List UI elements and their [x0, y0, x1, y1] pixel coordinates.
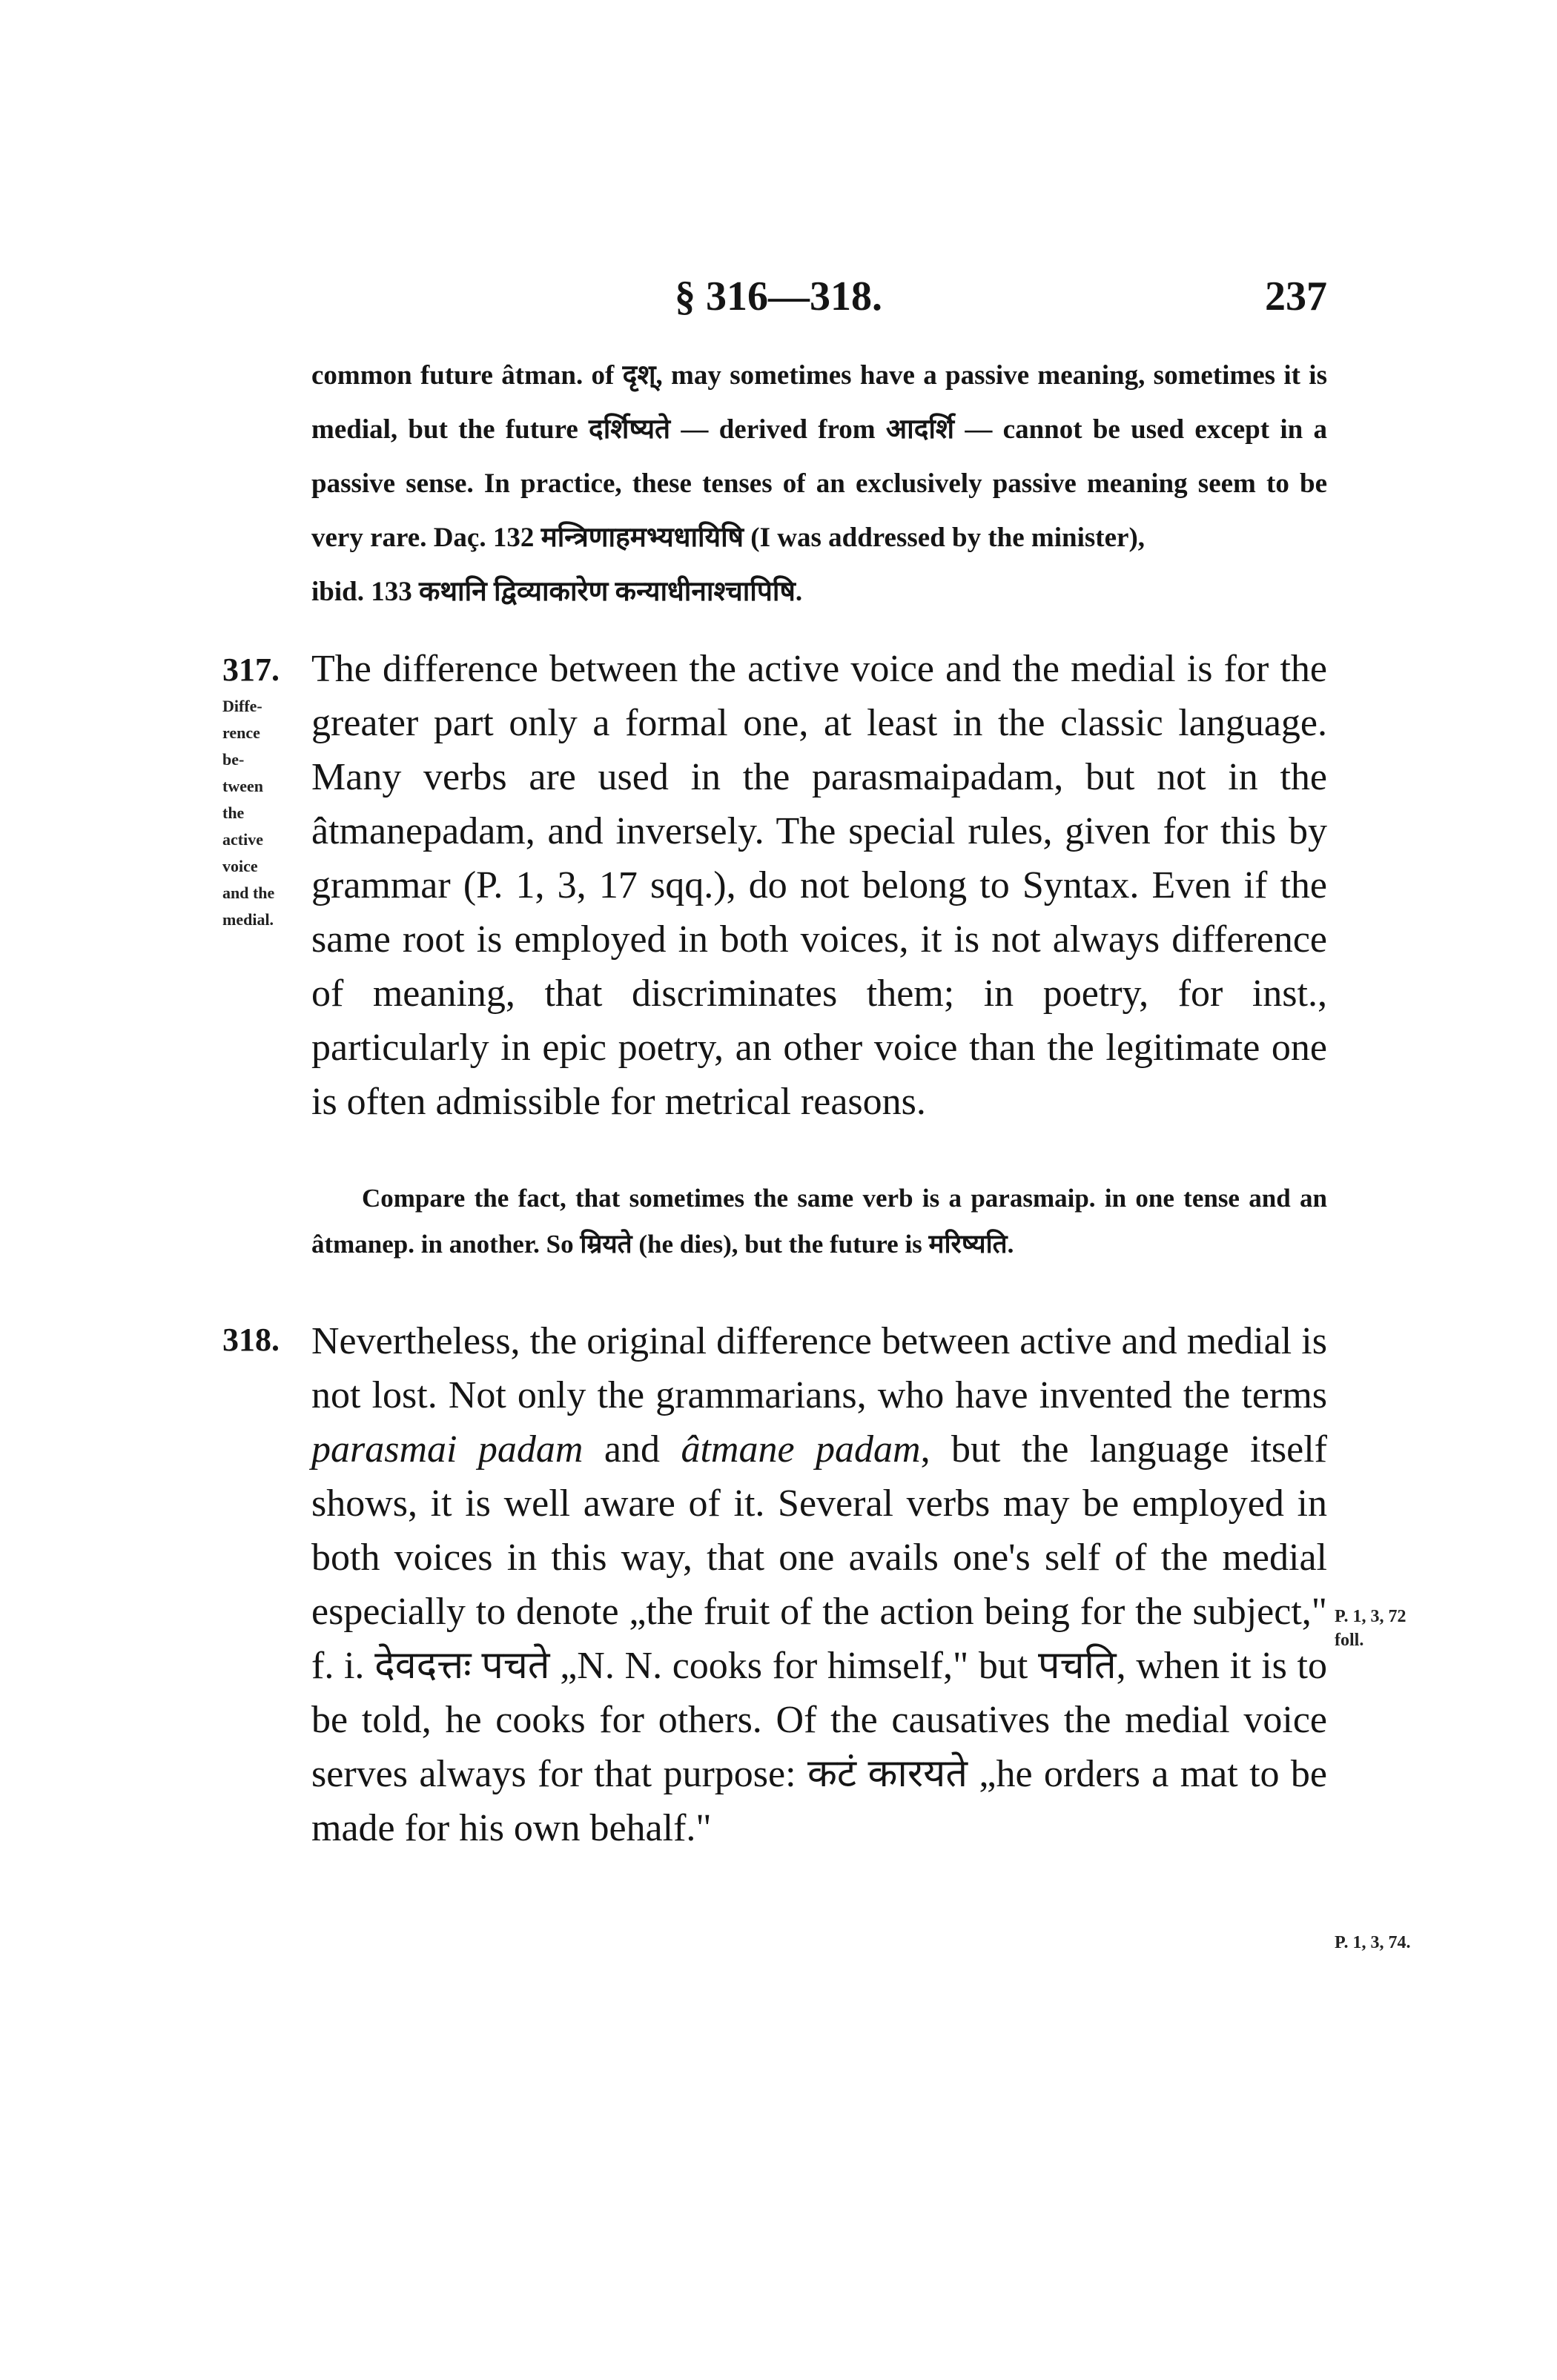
section-318-body — [311, 1314, 1327, 1855]
section-number-317: 317. — [222, 652, 280, 688]
term-parasmai-padam: parasmai padam — [311, 1428, 584, 1471]
note-text: Compare the fact, that sometimes the same verb is a parasmaip. in one tense and an âtmanep. in another. So म्रियते (he dies), but the future is मरिष्यति. — [311, 1184, 1327, 1259]
side-reference-2: P. 1, 3, 74. — [1335, 1933, 1411, 1952]
sanskrit-example-1: देवदत्तः पचते — [374, 1645, 550, 1687]
section-318-text: Nevertheless, the original difference between active and medial is not lost. Not only the grammarians, who have invented the terms parasmai padam and âtmane padam, but the language itself shows, it is well aware of it. Several verbs may be employed in both voices in this way, that one avails one's self of the medial especially to denote „the fruit of the action being for the subject," f. i. देवदत्तः पचते „N. N. cooks for himself," but पचति, when it is to be told, he cooks for others. Of the causatives the medial voice serves always for that purpose: कटं कारयते „he orders a mat to be made for his own behalf." — [311, 1320, 1327, 1849]
section-number-318: 318. — [222, 1322, 280, 1358]
side-reference-1: P. 1, 3, 72 foll. — [1335, 1607, 1406, 1650]
paragraph-316-continuation — [311, 348, 1327, 619]
section-range: § 316—318. — [675, 274, 882, 319]
section-317-note — [311, 1176, 1327, 1267]
ibid-reference: ibid. 133 कथानि द्विव्याकारेण कन्याधीनाश्चापिषि. — [311, 577, 803, 607]
page-number: 237 — [1265, 274, 1327, 319]
paragraph-316-text: common future âtman. of दृश्, may sometimes have a passive meaning, sometimes it is medial, but the future दर्शिष्यते — derived from आदर्शि — cannot be used except in a passive sense. In practice, these tenses of an exclusively passive meaning seem to be very rare. Daç. 132 मन्त्रिणाहमभ्यधायिषि (I was addressed by the minister), — [311, 360, 1327, 553]
sanskrit-example-3: कटं कारयते — [807, 1753, 968, 1795]
term-atmane-padam: âtmane padam — [681, 1428, 921, 1471]
margin-note-317: Diffe- rence be- tween the active voice and the medial. — [222, 697, 275, 929]
section-317-body — [311, 642, 1327, 1129]
sanskrit-example-2: पचति — [1038, 1645, 1117, 1687]
running-header — [311, 273, 1327, 325]
section-317-text: The difference between the active voice and the medial is for the greater part only a formal one, at least in the classic language. Many verbs are used in the parasmaipadam, but not in the âtmanepadam, and inversely. The special rules, given for this by grammar (P. 1, 3, 17 sqq.), do not belong to Syntax. Even if the same root is employed in both voices, it is not always difference of meaning, that discriminates them; in poetry, for inst., particularly in epic poetry, an other voice than the legitimate one is often admissible for metrical reasons. — [311, 648, 1327, 1123]
